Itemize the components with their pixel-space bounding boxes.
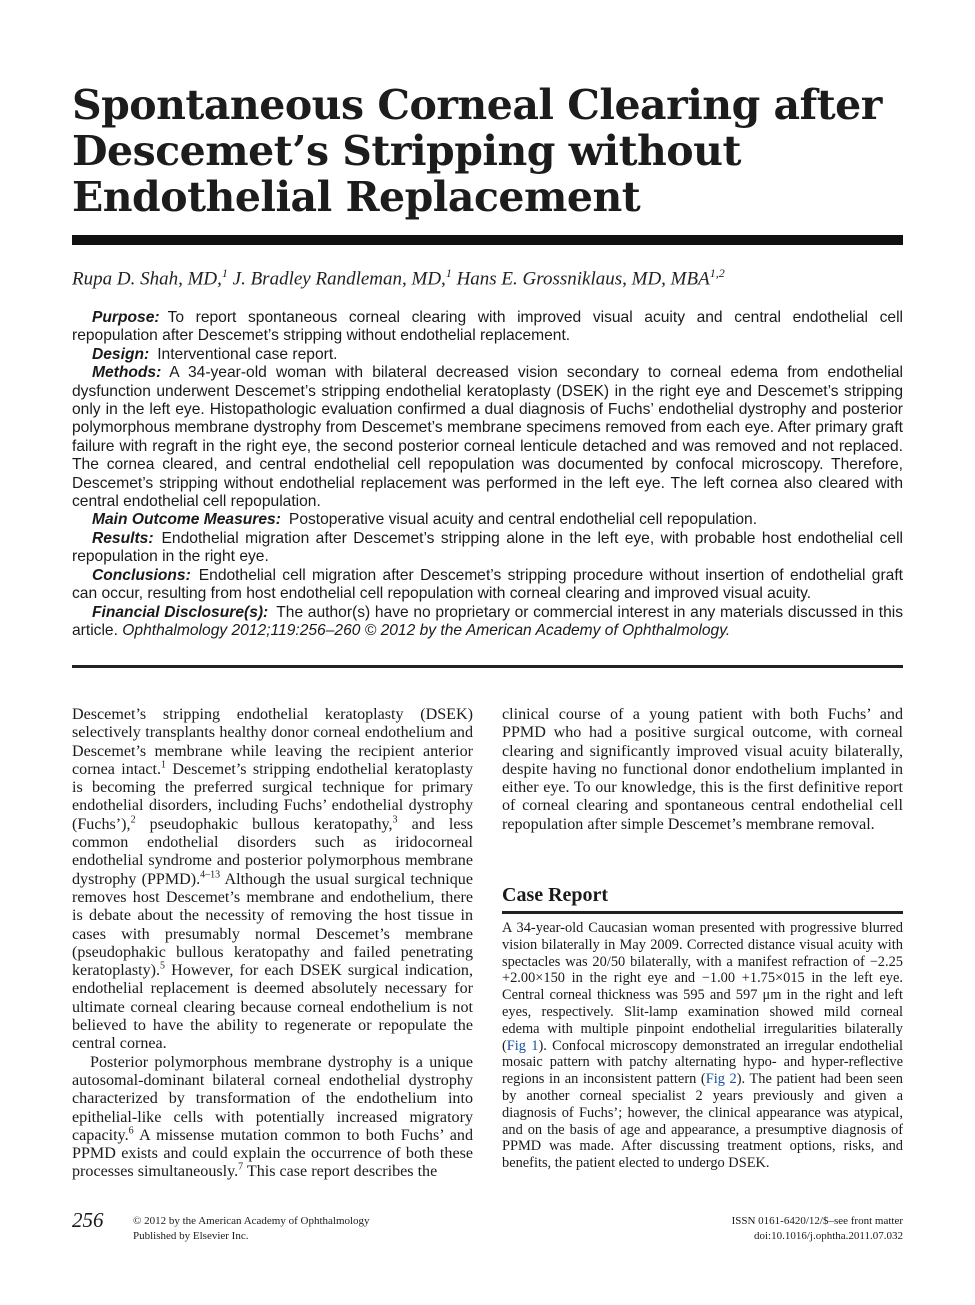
- body-text: This case report describes the: [243, 1163, 438, 1181]
- affiliation-ref: 1: [221, 266, 228, 280]
- abstract-design: [72, 346, 903, 364]
- abstract-text: A 34-year-old woman with bilateral decreased vision secondary to corneal edema from endothelial dysfunction underwent Descemet’s stripping endothelial keratoplasty (DSEK) in the right eye and Descemet’s stripping only in the left eye. Histopathologic evaluation confirmed a dual diagnosis of Fuchs’ endothelial dystrophy and posterior polymorphous membrane dystrophy from Descemet’s membrane specimens removed from each eye. After primary graft failure with regraft in the right eye, the second posterior corneal lenticule detached and was removed and not replaced. The cornea cleared, and central endothelial cell repopulation was documented by confocal microscopy. Therefore, Descemet’s stripping without endothelial replacement was performed in the left eye. The left cornea also cleared with central endothelial cell repopulation.: [72, 364, 903, 511]
- abstract-methods: [72, 364, 903, 511]
- case-report-text: [502, 920, 903, 1172]
- body-paragraph: [72, 706, 473, 1054]
- reference-link[interactable]: 7: [238, 1162, 244, 1174]
- footer-identifiers: [603, 1214, 903, 1244]
- affiliation-ref: 1: [445, 266, 452, 280]
- title-divider: [72, 235, 903, 245]
- section-divider: [502, 911, 903, 914]
- reference-link[interactable]: 4–13: [200, 869, 221, 881]
- copyright-line: © 2012 by the American Academy of Ophthalmology: [133, 1215, 370, 1227]
- abstract-purpose: [72, 309, 903, 346]
- body-paragraph: [72, 1054, 473, 1182]
- author-name: J. Bradley Randleman, MD,: [232, 268, 446, 290]
- reference-link[interactable]: 3: [392, 814, 398, 826]
- reference-link[interactable]: 2: [130, 814, 136, 826]
- body-text: and less common endothelial disorders such as iridocorneal endothelial syndrome and posterior polymorphous membrane dystrophy (PPMD).: [72, 815, 473, 888]
- issn-line: ISSN 0161-6420/12/$–see front matter: [731, 1215, 903, 1227]
- doi-line: doi:10.1016/j.ophtha.2011.07.032: [753, 1230, 903, 1242]
- reference-link[interactable]: 5: [160, 960, 166, 972]
- author-list: [72, 266, 903, 290]
- reference-link[interactable]: 6: [128, 1125, 134, 1137]
- page-number: 256: [72, 1208, 104, 1232]
- section-heading: Case Report: [502, 884, 609, 906]
- body-text: A 34-year-old Caucasian woman presented with progressive blurred vision bilaterally in May 2009. Corrected distance visual acuity with spectacles was 20/50 bilaterally, with a manifest refraction of −2.25 +2.00×150 in the right eye and −1.00 +1.75×015 in the left eye. Central corneal thickness was 595 and 597 μm in the right and left eyes, respectively. Slit-lamp examination showed mild corneal edema with multiple pinpoint endothelial irregularities bilaterally (: [502, 920, 903, 1054]
- body-text: However, for each DSEK surgical indication, endothelial replacement is deemed absolutely necessary for ultimate corneal clearing because corneal endothelium is not believed to have the ability to regenerate or repopulate the central cornea.: [72, 962, 473, 1053]
- body-text: Descemet’s stripping endothelial keratoplasty (DSEK) selectively transplants healthy donor corneal endothelium and Descemet’s membrane while leaving the recipient anterior cornea intact.: [72, 706, 473, 778]
- abstract-disclosure: [72, 604, 903, 641]
- abstract-label: Methods:: [92, 364, 162, 382]
- abstract-label: Results:: [92, 529, 154, 547]
- body-paragraph: clinical course of a young patient with both Fuchs’ and PPMD who had a positive surgical outcome, with corneal clearing and significantly improved visual acuity bilaterally, despite having no functional donor endothelium implanted in either eye. To our knowledge, this is the first definitive report of corneal clearing and spontaneous central endothelial cell repopulation after simple Descemet’s membrane removal.: [502, 706, 903, 833]
- abstract-conclusions: [72, 567, 903, 604]
- author-name: Rupa D. Shah, MD,: [72, 268, 222, 290]
- body-text: Posterior polymorphous membrane dystrophy is a unique autosomal-dominant bilateral corneal endothelial dystrophy characterized by transformation of the endothelium into epithelial-like cells with potentially increased migratory capacity.: [72, 1053, 473, 1144]
- body-text: A missense mutation common to both Fuchs’ and PPMD exists and could explain the occurrence of both these processes simultaneously.: [72, 1126, 473, 1181]
- body-text: pseudophakic bullous keratopathy,: [135, 815, 393, 833]
- abstract-text: Interventional case report.: [157, 345, 338, 363]
- abstract-text: To report spontaneous corneal clearing with improved visual acuity and central endothelial cell repopulation after Descemet’s stripping without endothelial replacement.: [72, 309, 903, 345]
- abstract-outcome: [72, 511, 903, 529]
- body-column-right: [502, 706, 903, 834]
- body-text: ). Confocal microscopy demonstrated an irregular endothelial mosaic pattern with patchy alternating hypo- and hyper-reflective regions in an inconsistent pattern (: [502, 1037, 903, 1088]
- article-title: Spontaneous Corneal Clearing after Descemet’s Stripping without Endothelial Replacement: [72, 81, 882, 221]
- publisher-line: Published by Elsevier Inc.: [133, 1230, 249, 1242]
- abstract-text: Postoperative visual acuity and central endothelial cell repopulation.: [288, 511, 758, 529]
- reference-link[interactable]: 1: [161, 759, 167, 771]
- abstract-text: Endothelial migration after Descemet’s stripping alone in the left eye, with probable host endothelial cell repopulation in the right eye.: [72, 529, 903, 566]
- abstract-results: [72, 530, 903, 567]
- body-column-left: [72, 706, 473, 1182]
- footer-copyright: [133, 1214, 370, 1244]
- abstract-label: Main Outcome Measures:: [92, 511, 281, 529]
- body-text: Although the usual surgical technique removes host Descemet’s membrane and endothelium, there is debate about the necessity of removing the host tissue in cases with presumably normal Descemet’s membrane (pseudophakic bullous keratopathy and failed penetrating keratoplasty).: [72, 870, 473, 980]
- abstract: [72, 309, 903, 640]
- abstract-text: The author(s) have no proprietary or commercial interest in any materials discussed in this article.: [72, 603, 904, 639]
- body-paragraph: [502, 920, 903, 1172]
- abstract-label: Purpose:: [92, 309, 160, 326]
- body-text: ). The patient had been seen by another corneal specialist 2 years previously and given a diagnosis of Fuchs’; however, the clinical appearance was atypical, and on the basis of age and appearance, a presumptive diagnosis of PPMD was made. After discussing treatment options, risks, and benefits, the patient elected to undergo DSEK.: [502, 1071, 903, 1172]
- abstract-label: Conclusions:: [92, 566, 191, 584]
- abstract-label: Financial Disclosure(s):: [92, 603, 269, 621]
- author-name: Hans E. Grossniklaus, MD, MBA: [456, 268, 710, 290]
- body-text: Descemet’s stripping endothelial keratoplasty is becoming the preferred surgical technique for primary endothelial disorders, including Fuchs’ endothelial dystrophy (Fuchs’),: [72, 760, 473, 833]
- abstract-divider: [72, 665, 903, 668]
- figure-link[interactable]: Fig 1: [506, 1037, 539, 1054]
- abstract-label: Design:: [92, 345, 150, 363]
- affiliation-ref: 1,2: [709, 266, 725, 280]
- journal-citation: Ophthalmology 2012;119:256–260 © 2012 by the American Academy of Ophthalmology.: [122, 621, 731, 639]
- figure-link[interactable]: Fig 2: [705, 1071, 737, 1088]
- abstract-text: Endothelial cell migration after Descemet’s stripping procedure without insertion of endothelial graft can occur, resulting from host endothelial cell repopulation with corneal clearing and improved visual acuity.: [72, 566, 903, 603]
